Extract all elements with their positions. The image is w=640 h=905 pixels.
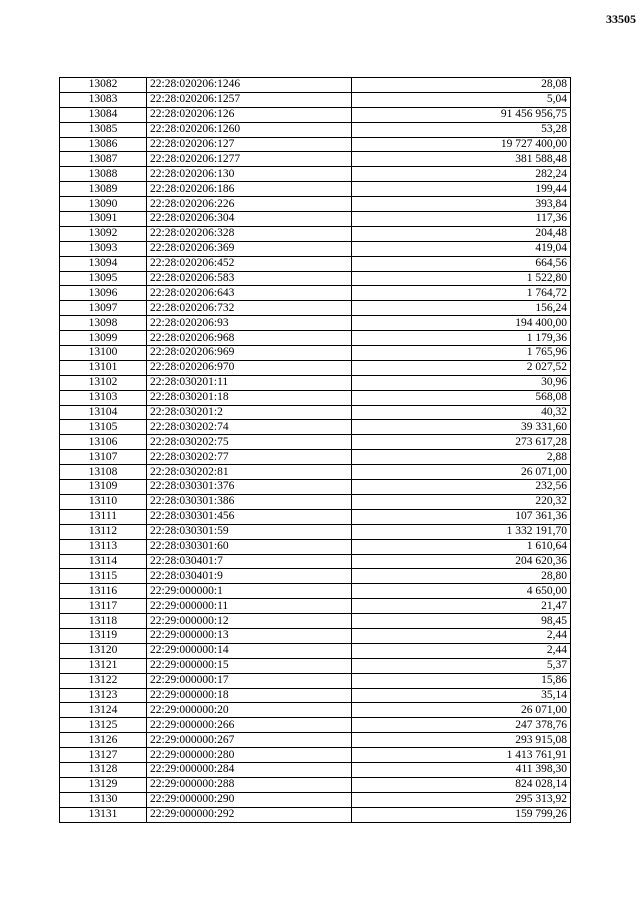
cadastral-number-cell: 22:29:000000:20 (147, 703, 352, 718)
table-row (60, 569, 571, 584)
cadastral-value-cell: 26 071,00 (352, 703, 571, 718)
cadastral-number-cell: 22:28:020206:583 (147, 271, 352, 286)
table-row (60, 748, 571, 763)
cadastral-number-cell: 22:29:000000:15 (147, 658, 352, 673)
cadastral-number-cell: 22:28:020206:969 (147, 346, 352, 361)
table-row (60, 509, 571, 524)
cadastral-value-cell: 1 764,72 (352, 286, 571, 301)
cadastral-number-cell: 22:28:020206:304 (147, 212, 352, 227)
table-row (60, 241, 571, 256)
cadastral-value-cell: 2,44 (352, 628, 571, 643)
cadastral-number-cell: 22:28:020206:130 (147, 167, 352, 182)
cadastral-number-cell: 22:29:000000:267 (147, 733, 352, 748)
cadastral-number-cell: 22:28:020206:369 (147, 241, 352, 256)
row-number-cell: 13106 (60, 435, 147, 450)
row-number-cell: 13110 (60, 494, 147, 509)
row-number-cell: 13123 (60, 688, 147, 703)
table-row (60, 777, 571, 792)
cadastral-value-cell: 15,86 (352, 673, 571, 688)
table-row (60, 405, 571, 420)
cadastral-number-cell: 22:28:020206:226 (147, 197, 352, 212)
cadastral-value-cell: 393,84 (352, 197, 571, 212)
row-number-cell: 13082 (60, 78, 147, 93)
table-row (60, 792, 571, 807)
cadastral-number-cell: 22:28:030301:376 (147, 480, 352, 495)
table-row (60, 346, 571, 361)
row-number-cell: 13111 (60, 509, 147, 524)
cadastral-number-cell: 22:29:000000:266 (147, 718, 352, 733)
row-number-cell: 13121 (60, 658, 147, 673)
cadastral-number-cell: 22:28:020206:1260 (147, 122, 352, 137)
cadastral-number-cell: 22:28:020206:1277 (147, 152, 352, 167)
table-row (60, 271, 571, 286)
cadastral-number-cell: 22:29:000000:280 (147, 748, 352, 763)
cadastral-number-cell: 22:28:020206:328 (147, 226, 352, 241)
cadastral-value-cell: 199,44 (352, 182, 571, 197)
row-number-cell: 13118 (60, 614, 147, 629)
cadastral-value-cell: 2,44 (352, 643, 571, 658)
cadastral-number-cell: 22:28:030401:9 (147, 569, 352, 584)
cadastral-number-cell: 22:29:000000:17 (147, 673, 352, 688)
cadastral-value-cell: 39 331,60 (352, 420, 571, 435)
row-number-cell: 13094 (60, 256, 147, 271)
table-row (60, 465, 571, 480)
cadastral-value-cell: 98,45 (352, 614, 571, 629)
row-number-cell: 13112 (60, 524, 147, 539)
row-number-cell: 13124 (60, 703, 147, 718)
cadastral-value-cell: 411 398,30 (352, 762, 571, 777)
row-number-cell: 13130 (60, 792, 147, 807)
cadastral-number-cell: 22:28:030301:59 (147, 524, 352, 539)
cadastral-value-cell: 107 361,36 (352, 509, 571, 524)
cadastral-value-cell: 91 456 956,75 (352, 107, 571, 122)
cadastral-value-cell: 30,96 (352, 375, 571, 390)
table-row (60, 375, 571, 390)
cadastral-value-cell: 26 071,00 (352, 465, 571, 480)
cadastral-number-cell: 22:29:000000:288 (147, 777, 352, 792)
row-number-cell: 13125 (60, 718, 147, 733)
cadastral-value-cell: 156,24 (352, 301, 571, 316)
row-number-cell: 13100 (60, 346, 147, 361)
cadastral-value-cell: 419,04 (352, 241, 571, 256)
cadastral-number-cell: 22:29:000000:14 (147, 643, 352, 658)
cadastral-value-cell: 21,47 (352, 599, 571, 614)
cadastral-number-cell: 22:28:030301:60 (147, 539, 352, 554)
table-row (60, 107, 571, 122)
cadastral-value-cell: 194 400,00 (352, 316, 571, 331)
table-row (60, 226, 571, 241)
cadastral-value-cell: 117,36 (352, 212, 571, 227)
row-number-cell: 13127 (60, 748, 147, 763)
table-row (60, 480, 571, 495)
table-row (60, 614, 571, 629)
cadastral-number-cell: 22:29:000000:1 (147, 584, 352, 599)
page-number: 33505 (606, 12, 636, 26)
row-number-cell: 13115 (60, 569, 147, 584)
row-number-cell: 13131 (60, 807, 147, 822)
row-number-cell: 13104 (60, 405, 147, 420)
row-number-cell: 13113 (60, 539, 147, 554)
cadastral-number-cell: 22:28:020206:126 (147, 107, 352, 122)
cadastral-value-cell: 53,28 (352, 122, 571, 137)
cadastral-value-cell: 1 610,64 (352, 539, 571, 554)
row-number-cell: 13095 (60, 271, 147, 286)
table-row (60, 718, 571, 733)
cadastral-value-cell: 232,56 (352, 480, 571, 495)
table-row (60, 643, 571, 658)
cadastral-value-cell: 28,08 (352, 78, 571, 93)
cadastral-value-cell: 5,04 (352, 92, 571, 107)
table-row (60, 658, 571, 673)
cadastral-number-cell: 22:28:030201:2 (147, 405, 352, 420)
table-body (60, 78, 571, 823)
row-number-cell: 13107 (60, 450, 147, 465)
table-row (60, 197, 571, 212)
row-number-cell: 13105 (60, 420, 147, 435)
cadastral-number-cell: 22:29:000000:284 (147, 762, 352, 777)
cadastral-value-cell: 381 588,48 (352, 152, 571, 167)
table-row (60, 316, 571, 331)
table-row (60, 807, 571, 822)
cadastral-number-cell: 22:28:030202:81 (147, 465, 352, 480)
cadastral-value-cell: 40,32 (352, 405, 571, 420)
row-number-cell: 13122 (60, 673, 147, 688)
row-number-cell: 13090 (60, 197, 147, 212)
cadastral-number-cell: 22:28:030201:11 (147, 375, 352, 390)
cadastral-value-cell: 273 617,28 (352, 435, 571, 450)
cadastral-number-cell: 22:29:000000:13 (147, 628, 352, 643)
cadastral-number-cell: 22:29:000000:11 (147, 599, 352, 614)
cadastral-value-cell: 247 378,76 (352, 718, 571, 733)
cadastral-number-cell: 22:28:030301:456 (147, 509, 352, 524)
row-number-cell: 13087 (60, 152, 147, 167)
table-row (60, 152, 571, 167)
row-number-cell: 13085 (60, 122, 147, 137)
cadastral-number-cell: 22:28:020206:643 (147, 286, 352, 301)
row-number-cell: 13083 (60, 92, 147, 107)
row-number-cell: 13089 (60, 182, 147, 197)
cadastral-number-cell: 22:28:020206:1257 (147, 92, 352, 107)
row-number-cell: 13086 (60, 137, 147, 152)
table-row (60, 137, 571, 152)
table-row (60, 584, 571, 599)
table-row (60, 390, 571, 405)
row-number-cell: 13099 (60, 331, 147, 346)
table-row (60, 331, 571, 346)
table-row (60, 703, 571, 718)
cadastral-number-cell: 22:28:020206:186 (147, 182, 352, 197)
table-row (60, 450, 571, 465)
cadastral-value-cell: 824 028,14 (352, 777, 571, 792)
row-number-cell: 13116 (60, 584, 147, 599)
cadastral-value-cell: 282,24 (352, 167, 571, 182)
cadastral-number-cell: 22:29:000000:290 (147, 792, 352, 807)
table-row (60, 360, 571, 375)
row-number-cell: 13128 (60, 762, 147, 777)
cadastral-value-cell: 568,08 (352, 390, 571, 405)
row-number-cell: 13102 (60, 375, 147, 390)
row-number-cell: 13119 (60, 628, 147, 643)
table-row (60, 78, 571, 93)
table-row (60, 420, 571, 435)
table-row (60, 301, 571, 316)
cadastral-value-cell: 664,56 (352, 256, 571, 271)
cadastral-value-cell: 295 313,92 (352, 792, 571, 807)
cadastral-value-cell: 1 765,96 (352, 346, 571, 361)
cadastral-value-table (59, 77, 571, 823)
table-row (60, 122, 571, 137)
row-number-cell: 13126 (60, 733, 147, 748)
row-number-cell: 13088 (60, 167, 147, 182)
row-number-cell: 13091 (60, 212, 147, 227)
row-number-cell: 13120 (60, 643, 147, 658)
table-row (60, 628, 571, 643)
cadastral-number-cell: 22:28:030201:18 (147, 390, 352, 405)
table-row (60, 286, 571, 301)
row-number-cell: 13129 (60, 777, 147, 792)
row-number-cell: 13096 (60, 286, 147, 301)
cadastral-value-cell: 2 027,52 (352, 360, 571, 375)
cadastral-value-cell: 159 799,26 (352, 807, 571, 822)
cadastral-value-cell: 204,48 (352, 226, 571, 241)
cadastral-value-cell: 204 620,36 (352, 554, 571, 569)
table-row (60, 494, 571, 509)
row-number-cell: 13098 (60, 316, 147, 331)
cadastral-value-cell: 4 650,00 (352, 584, 571, 599)
table-row (60, 92, 571, 107)
cadastral-value-cell: 2,88 (352, 450, 571, 465)
table-row (60, 688, 571, 703)
cadastral-value-cell: 293 915,08 (352, 733, 571, 748)
cadastral-value-cell: 19 727 400,00 (352, 137, 571, 152)
cadastral-number-cell: 22:28:030301:386 (147, 494, 352, 509)
cadastral-number-cell: 22:28:020206:968 (147, 331, 352, 346)
row-number-cell: 13093 (60, 241, 147, 256)
table-row (60, 673, 571, 688)
table-row (60, 435, 571, 450)
cadastral-value-cell: 1 522,80 (352, 271, 571, 286)
cadastral-number-cell: 22:28:020206:970 (147, 360, 352, 375)
cadastral-number-cell: 22:28:030202:77 (147, 450, 352, 465)
table-row (60, 524, 571, 539)
row-number-cell: 13108 (60, 465, 147, 480)
table-row (60, 212, 571, 227)
table-row (60, 256, 571, 271)
row-number-cell: 13084 (60, 107, 147, 122)
cadastral-number-cell: 22:29:000000:12 (147, 614, 352, 629)
cadastral-value-cell: 1 332 191,70 (352, 524, 571, 539)
row-number-cell: 13109 (60, 480, 147, 495)
cadastral-number-cell: 22:29:000000:292 (147, 807, 352, 822)
row-number-cell: 13101 (60, 360, 147, 375)
cadastral-number-cell: 22:28:020206:732 (147, 301, 352, 316)
table-row (60, 182, 571, 197)
cadastral-number-cell: 22:28:020206:127 (147, 137, 352, 152)
table-row (60, 733, 571, 748)
row-number-cell: 13103 (60, 390, 147, 405)
table-row (60, 167, 571, 182)
table-row (60, 554, 571, 569)
cadastral-value-cell: 1 413 761,91 (352, 748, 571, 763)
row-number-cell: 13092 (60, 226, 147, 241)
cadastral-value-cell: 28,80 (352, 569, 571, 584)
cadastral-number-cell: 22:28:020206:1246 (147, 78, 352, 93)
row-number-cell: 13097 (60, 301, 147, 316)
cadastral-number-cell: 22:28:020206:93 (147, 316, 352, 331)
row-number-cell: 13117 (60, 599, 147, 614)
cadastral-number-cell: 22:28:020206:452 (147, 256, 352, 271)
cadastral-number-cell: 22:28:030202:75 (147, 435, 352, 450)
table-row (60, 539, 571, 554)
cadastral-number-cell: 22:28:030202:74 (147, 420, 352, 435)
table-row (60, 762, 571, 777)
row-number-cell: 13114 (60, 554, 147, 569)
cadastral-value-cell: 35,14 (352, 688, 571, 703)
cadastral-number-cell: 22:28:030401:7 (147, 554, 352, 569)
cadastral-number-cell: 22:29:000000:18 (147, 688, 352, 703)
cadastral-value-cell: 1 179,36 (352, 331, 571, 346)
cadastral-value-cell: 5,37 (352, 658, 571, 673)
table-row (60, 599, 571, 614)
cadastral-value-cell: 220,32 (352, 494, 571, 509)
